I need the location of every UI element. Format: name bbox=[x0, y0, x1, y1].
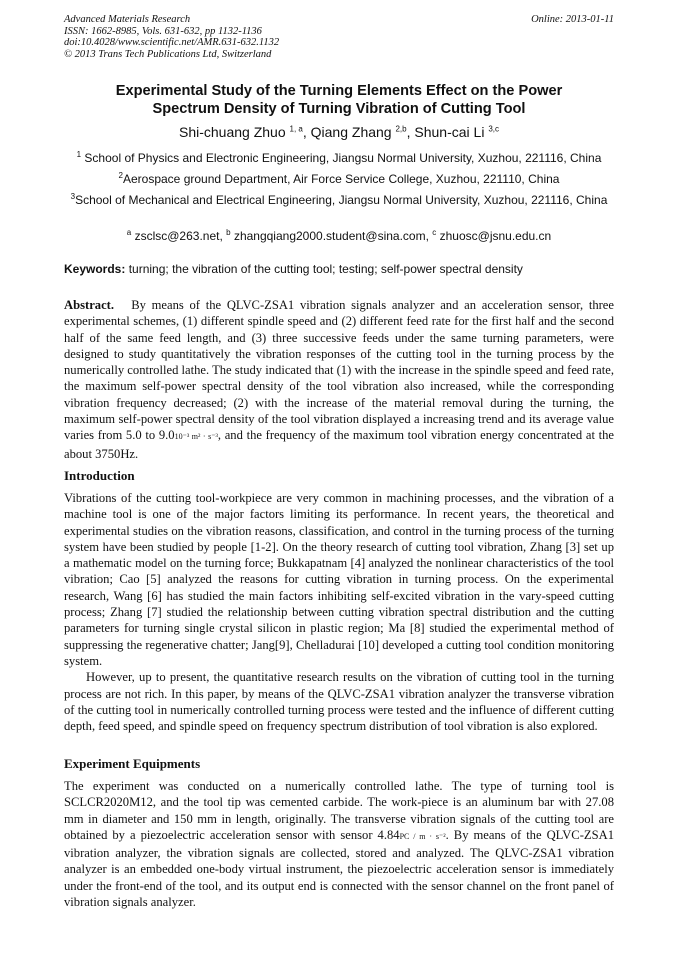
introduction-body bbox=[64, 490, 614, 734]
email-b-sup: b bbox=[226, 228, 231, 237]
author-1: Shi-chuang Zhuo bbox=[178, 124, 286, 140]
affiliation-1-sup: 1 bbox=[76, 150, 82, 159]
keywords bbox=[64, 262, 614, 276]
equipment-body bbox=[64, 778, 614, 910]
affiliation-2-text: Aerospace ground Department, Air Force Service College, Xuzhou, 221110, China bbox=[122, 172, 560, 186]
introduction-heading: Introduction bbox=[64, 468, 135, 483]
author-3-sup: 3,c bbox=[488, 124, 499, 134]
paper-title bbox=[60, 82, 618, 118]
abstract bbox=[64, 297, 614, 462]
author-separator: , bbox=[406, 124, 415, 140]
equipment-heading: Experiment Equipments bbox=[64, 756, 201, 771]
affiliation-1-text: School of Physics and Electronic Engineering, Jiangsu Normal University, Xuzhou, 221116, China bbox=[84, 151, 602, 165]
abstract-label: Abstract. bbox=[64, 298, 115, 312]
author-1-sup: 1, a bbox=[289, 124, 303, 134]
equipment-unit: PC / m · s⁻² bbox=[399, 831, 446, 841]
equipment-text-2: . By means of the QLVC-ZSA1 vibration analyzer, the vibration signals are collected, stored and analyzed. The QLVC-ZSA1 vibration analyzer is an embedded one-body virtual instrument, the piezoelectric acceleration sensor is immediately under the front-end of the tool, and its output end is connected with the sensor channel on the front panel of vibration signals analyzer. bbox=[64, 827, 614, 910]
email-c-sup: c bbox=[432, 228, 437, 237]
equipment-text-1: The experiment was conducted on a numerically controlled lathe. The type of turning tool is SCLCR2020M12, and the tool tip was cemented carbide. The work-piece is an aluminum bar with 27.08 mm in diameter and 150 mm in length, originally. The transverse vibration signals of the cutting tool are obtained by a piezoelectric acceleration sensor with sensor 4.84 bbox=[64, 779, 614, 842]
introduction-paragraph-2: However, up to present, the quantitative research results on the vibration of cutting tool in the turning process are not rich. In this paper, by means of the QLVC-ZSA1 vibration analyzer the transverse vibration of the cutting tool in numerically controlled turning process were tested and the influence of different cutting depth, feed speed, and spindle speed on frequency spectrum distribution of tool vibration is also explored. bbox=[64, 670, 614, 734]
author-separator: , bbox=[302, 124, 311, 140]
affiliation-3-text: School of Mechanical and Electrical Engineering, Jiangsu Normal University, Xuzhou, 221116, China bbox=[75, 193, 608, 207]
author-emails bbox=[60, 229, 618, 244]
email-c[interactable]: zhuosc@jsnu.edu.cn bbox=[439, 229, 552, 243]
email-b[interactable]: zhangqiang2000.student@sina.com, bbox=[233, 229, 433, 243]
author-2-sup: 2,b bbox=[395, 124, 407, 134]
title-line-2: Spectrum Density of Turning Vibration of Cutting Tool bbox=[152, 101, 526, 117]
affiliation-3-sup: 3 bbox=[70, 192, 76, 201]
title-line-1: Experimental Study of the Turning Elements Effect on the Power bbox=[115, 83, 563, 99]
issn-line: ISSN: 1662-8985, Vols. 631-632, pp 1132-1136 bbox=[64, 25, 262, 37]
affiliation-3 bbox=[60, 193, 618, 208]
doi-line: doi:10.4028/www.scientific.net/AMR.631-632.1132 bbox=[64, 37, 280, 48]
author-list bbox=[0, 124, 678, 140]
affiliation-2 bbox=[60, 172, 618, 187]
email-a-sup: a bbox=[126, 228, 132, 237]
keywords-text: turning; the vibration of the cutting tool; testing; self-power spectral density bbox=[128, 262, 523, 276]
abstract-text-1: By means of the QLVC-ZSA1 vibration signals analyzer and an acceleration sensor, three experimental schemes, (1) different spindle speed and (2) different feed rate for the first half and the second half of the same feed length, and (3) three successive feeds under the same turning parameters, were designed to study quantitatively the vibration responses of the cutting tool in the turning process by the numerically controlled lathe. The study indicated that (1) with the increase in the spindle speed and feed rate, the maximum self-power spectral density of the tool vibration also increased, while the corresponding vibration frequency decreased; (2) with the increase of the material removal during the turning, the maximum self-power spectral density of the tool vibration displayed a increasing trend and its average value varies from 5.0 to 9.0 bbox=[64, 298, 614, 443]
keywords-label: Keywords: bbox=[64, 262, 126, 276]
abstract-text-2: , and the frequency of the maximum tool vibration energy concentrated at the about 3750Hz. bbox=[64, 428, 615, 461]
author-2: Qiang Zhang bbox=[310, 124, 392, 140]
affiliation-1 bbox=[60, 151, 618, 166]
introduction-paragraph-1: Vibrations of the cutting tool-workpiece are very common in machining processes, and the vibration of a machine tool is one of the major factors limiting its performance. In recent years, the theoretical and experimental studies on the vibration reasons, classification, and control in the turning process of the turning system have been studied by people [1-2]. On the theory research of cutting tool vibration, Zhang [3] set up a mathematic model on the turning force; Bukkapatnam [4] analyzed the nonlinear characteristics of the tool vibration; Cao [5] analyzed the reasons for cutting vibration in turning process. On the experimental research, Wang [6] has studied the main factors inhibiting self-excited vibration in the vary-speed cutting process; Zhang [7] studied the relationship between cutting vibration spectral distribution and the cutting parameters for turning single crystal silicon in plastic region; Ma [8] studied the experimental method of suppressing the regenerative chatter; Jang[9], Chelladurai [10] developed a cutting tool condition monitoring system. bbox=[64, 491, 614, 668]
journal-header bbox=[64, 14, 279, 60]
abstract-unit: 10⁻³ m² · s⁻³ bbox=[174, 432, 218, 442]
copyright-line: © 2013 Trans Tech Publications Ltd, Switzerland bbox=[64, 48, 272, 60]
author-3: Shun-cai Li bbox=[414, 124, 485, 140]
affiliation-2-sup: 2 bbox=[118, 171, 123, 180]
email-a[interactable]: zsclsc@263.net, bbox=[134, 229, 227, 243]
journal-name: Advanced Materials Research bbox=[64, 14, 191, 25]
online-date: Online: 2013-01-11 bbox=[531, 14, 614, 25]
